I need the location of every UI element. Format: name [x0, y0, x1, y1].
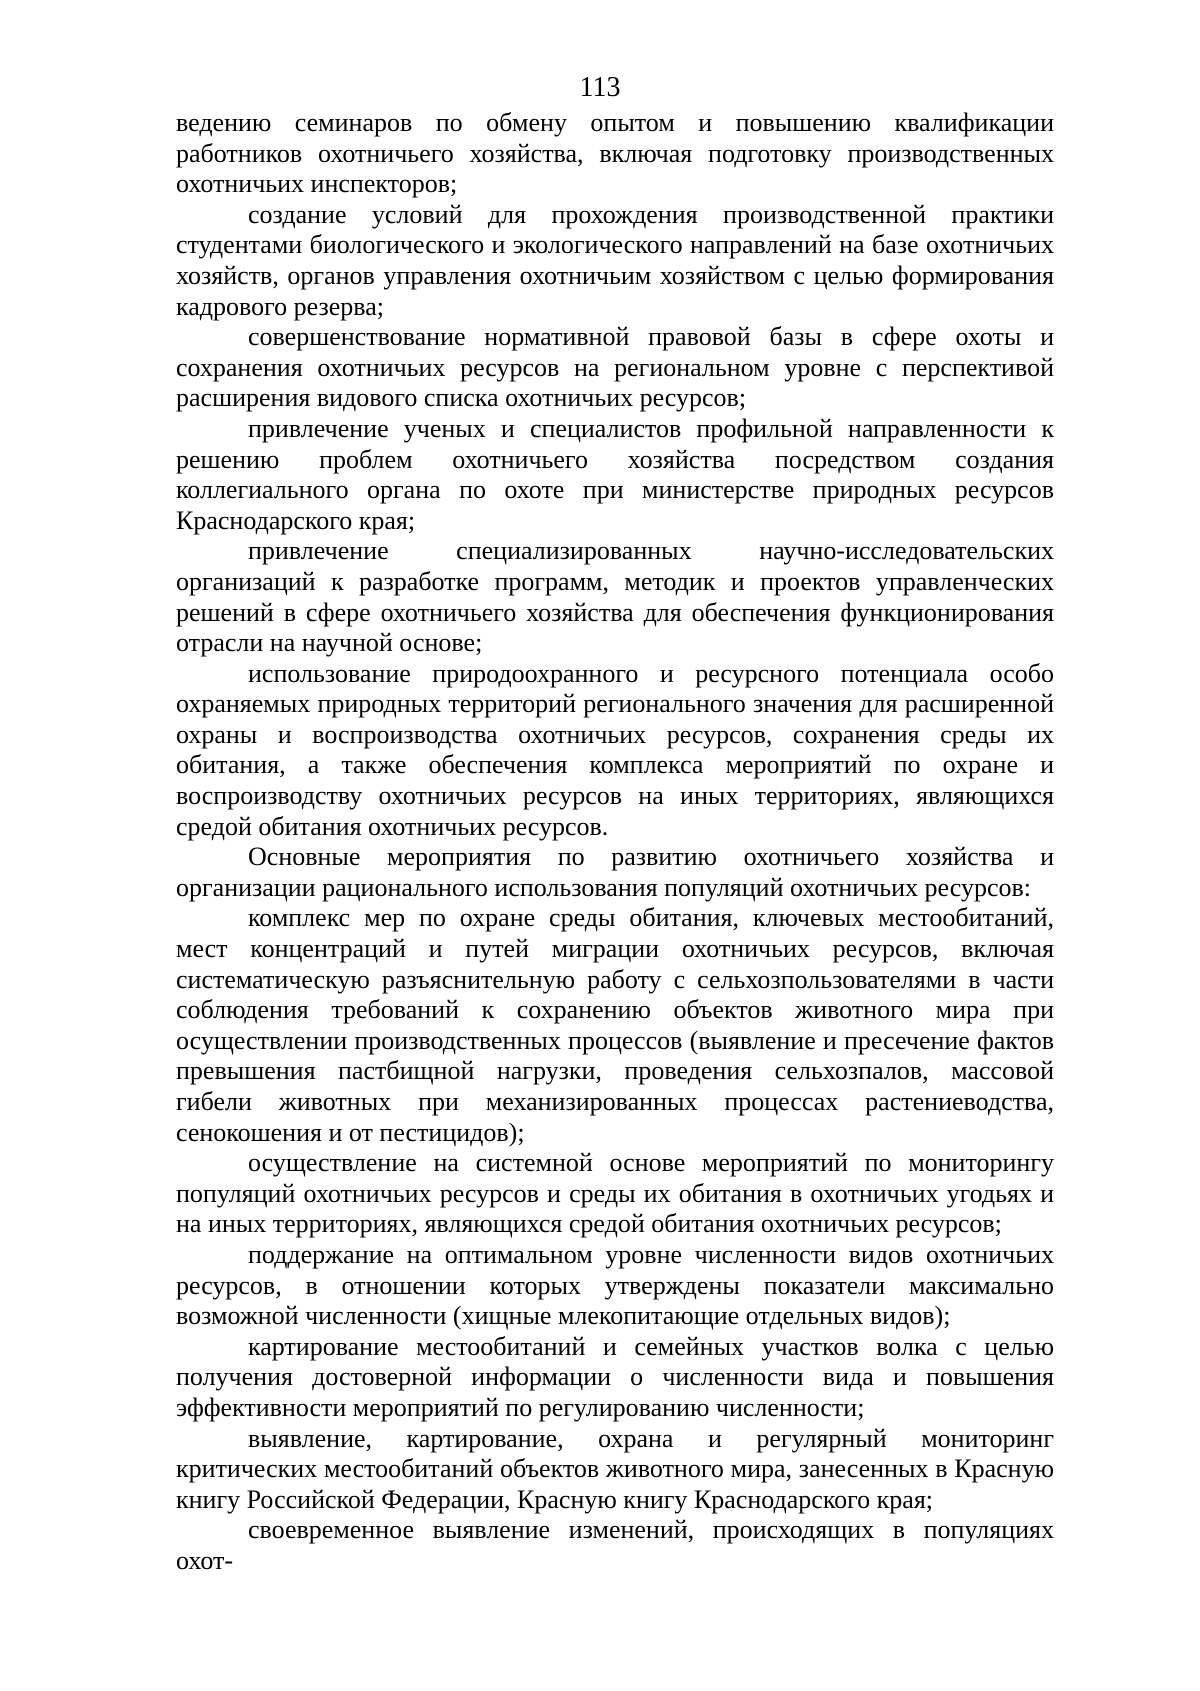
- document-body: [176, 108, 1054, 1577]
- paragraph: картирование местообитаний и семейных участков волка с целью получения достоверной информации о численности вида и повышения эффективности мероприятий по регулированию численности;: [176, 1331, 1054, 1422]
- paragraph: комплекс мер по охране среды обитания, ключевых местообитаний, мест концентраций и путей миграции охотничьих ресурсов, включая систематическую разъяснительную работу с сельхозпользователями в части соблюдения требований к сохранению объектов животного мира при осуществлении производственных процессов (выявление и пресечение фактов превышения пастбищной нагрузки, проведения сельхозпалов, массовой гибели животных при механизированных процессах растениеводства, сенокошения и от пестицидов);: [176, 903, 1054, 1147]
- paragraph: выявление, картирование, охрана и регулярный мониторинг критических местообитаний объектов животного мира, занесенных в Красную книгу Российской Федерации, Красную книгу Краснодарского края;: [176, 1423, 1054, 1514]
- paragraph: поддержание на оптимальном уровне численности видов охотничьих ресурсов, в отношении которых утверждены показатели максимально возможной численности (хищные млекопитающие отдельных видов);: [176, 1239, 1054, 1331]
- paragraph: использование природоохранного и ресурсного потенциала особо охраняемых природных территорий регионального значения для расширенной охраны и воспроизводства охотничьих ресурсов, сохранения среды их обитания, а также обеспечения комплекса мероприятий по охране и воспроизводству охотничьих ресурсов на иных территориях, являющихся средой обитания охотничьих ресурсов.: [176, 658, 1054, 841]
- paragraph: осуществление на системной основе мероприятий по мониторингу популяций охотничьих ресурсов и среды их обитания в охотничьих угодьях и на иных территориях, являющихся средой обитания охотничьих ресурсов;: [176, 1148, 1054, 1239]
- page-number: 113: [579, 72, 621, 103]
- paragraph-section-intro: Основные мероприятия по развитию охотничьего хозяйства и организации рационального использования популяций охотничьих ресурсов:: [176, 842, 1054, 902]
- paragraph: создание условий для прохождения производственной практики студентами биологического и экологического направлений на базе охотничьих хозяйств, органов управления охотничьим хозяйством с целью формирования кадрового резерва;: [176, 199, 1054, 321]
- paragraph: привлечение ученых и специалистов профильной направленности к решению проблем охотничьего хозяйства посредством создания коллегиального органа по охоте при министерстве природных ресурсов Краснодарского края;: [176, 413, 1054, 535]
- paragraph: совершенствование нормативной правовой базы в сфере охоты и сохранения охотничьих ресурсов на региональном уровне с перспективой расширения видового списка охотничьих ресурсов;: [176, 322, 1054, 413]
- paragraph: привлечение специализированных научно-исследовательских организаций к разработке программ, методик и проектов управленческих решений в сфере охотничьего хозяйства для обеспечения функционирования отрасли на научной основе;: [176, 536, 1054, 658]
- paragraph-cut-off: своевременное выявление изменений, происходящих в популяциях охот-: [176, 1515, 1054, 1575]
- paragraph-continuation: ведению семинаров по обмену опытом и повышению квалификации работников охотничьего хозяйства, включая подготовку производственных охотничьих инспекторов;: [176, 108, 1054, 199]
